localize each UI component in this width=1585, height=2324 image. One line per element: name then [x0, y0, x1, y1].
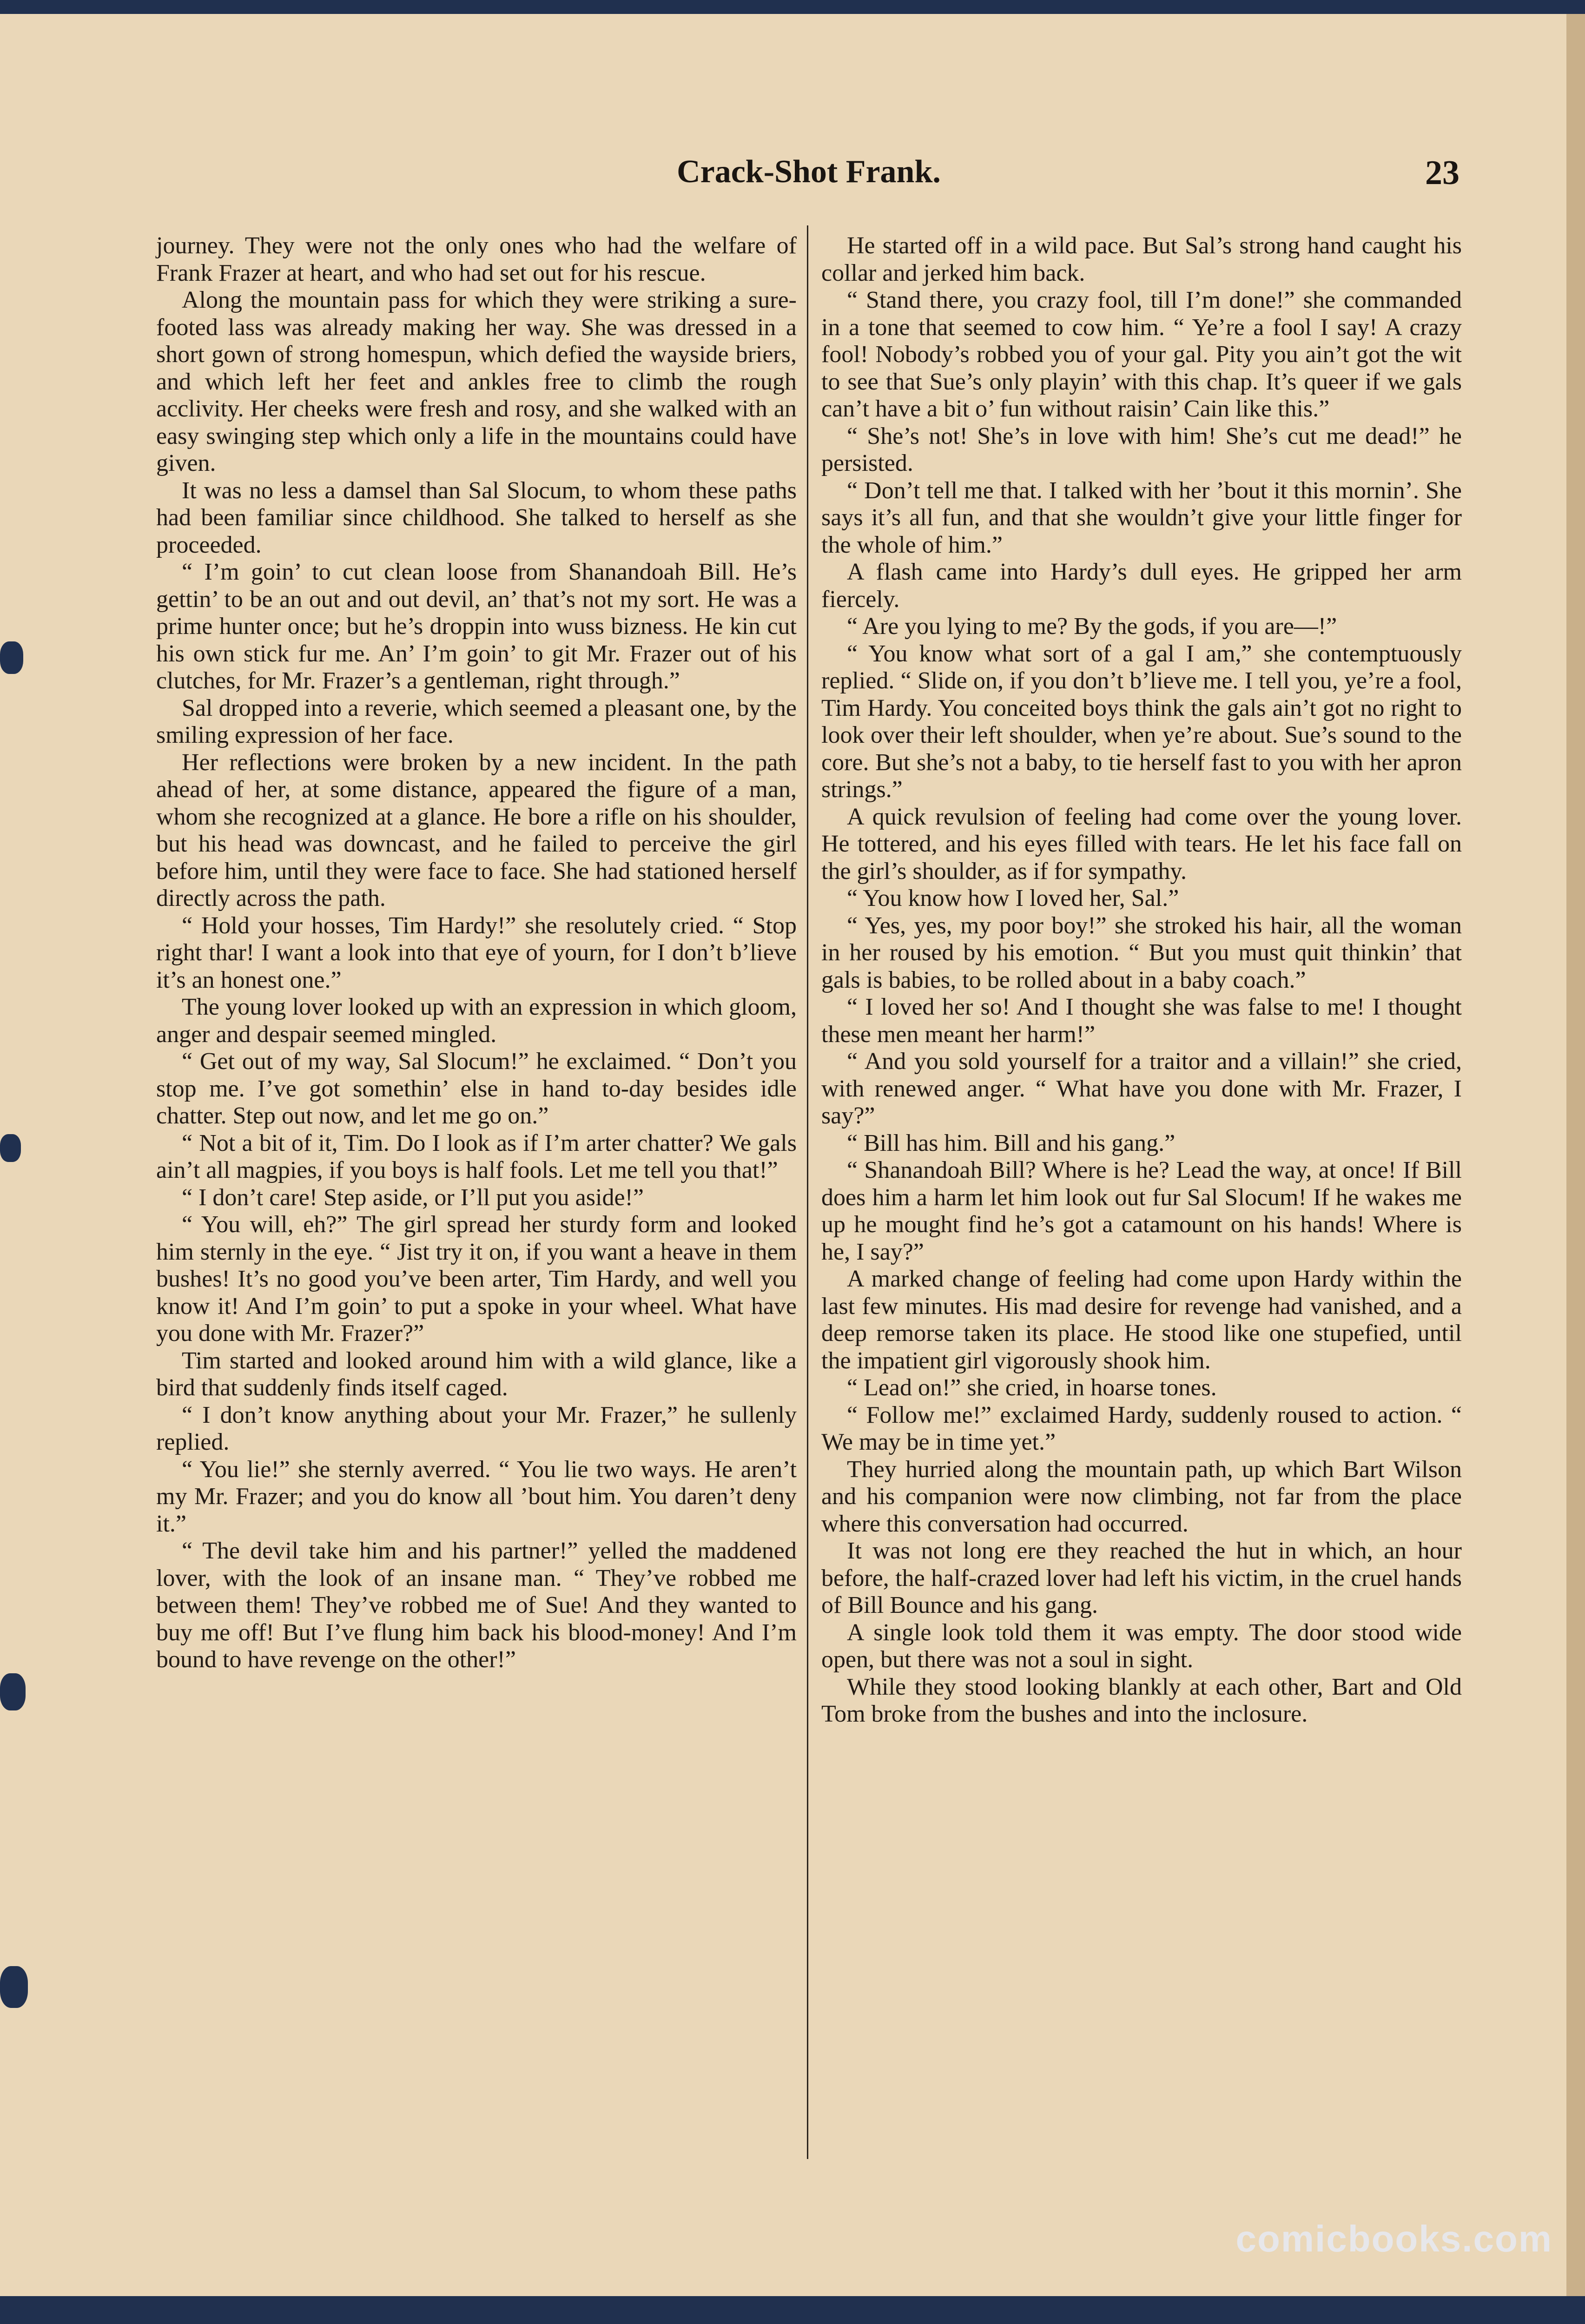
paragraph: Her reflections were broken by a new incident. In the path ahead of her, at some distance, appeared the figure of a man, whom she recognized at a glance. He bore a rifle on his shoulder, but his head was downcast, and he failed to perceive the girl before him, until they were face to face. She had stationed herself directly across the path.	[156, 749, 797, 911]
paragraph: “ I loved her so! And I thought she was false to me! I thought these men meant her harm!”	[821, 994, 1462, 1048]
paragraph: “ Yes, yes, my poor boy!” she stroked his hair, all the woman in her roused by his emotion. “ But you must quit thinkin’ that gals is babies, to be rolled about in a baby coach.”	[821, 912, 1462, 993]
paragraph: He started off in a wild pace. But Sal’s strong hand caught his collar and jerked him back.	[821, 232, 1462, 286]
paragraph: journey. They were not the only ones who had the welfare of Frank Frazer at heart, and who had set out for his rescue.	[156, 232, 797, 286]
binding-tear	[0, 641, 23, 674]
paragraph: While they stood looking blankly at each other, Bart and Old Tom broke from the bushes and into the inclosure.	[821, 1673, 1462, 1727]
paragraph: They hurried along the mountain path, up which Bart Wilson and his companion were now climbing, not far from the place where this conversation had occurred.	[821, 1456, 1462, 1537]
paragraph: “ Lead on!” she cried, in hoarse tones.	[847, 1374, 1217, 1401]
paragraph: “ You lie!” she sternly averred. “ You lie two ways. He aren’t my Mr. Frazer; and you do know all ’bout him. You daren’t deny it.”	[156, 1456, 797, 1537]
paragraph: Along the mountain pass for which they were striking a sure-footed lass was already making her way. She was dressed in a short gown of strong homespun, which defied the wayside briers, and which left her feet and ankles free to climb the rough acclivity. Her cheeks were fresh and rosy, and she walked with an easy swinging step which only a life in the mountains could have given.	[156, 287, 797, 476]
paragraph: “ Not a bit of it, Tim. Do I look as if I’m arter chatter? We gals ain’t all magpies, if you boys is half fools. Let me tell you that!”	[156, 1129, 797, 1183]
paragraph: It was not long ere they reached the hut in which, an hour before, the half-crazed lover had left his victim, in the cruel hands of Bill Bounce and his gang.	[821, 1538, 1462, 1618]
paragraph: “ The devil take him and his partner!” yelled the maddened lover, with the look of an insane man. “ They’ve robbed me between them! They’ve robbed me of Sue! And they wanted to buy me off! But I’ve flung him back his blood-money! And I’m bound to have revenge on the other!”	[156, 1538, 797, 1673]
binding-tear	[0, 1966, 28, 2008]
paragraph: “ I don’t care! Step aside, or I’ll put you aside!”	[182, 1184, 644, 1211]
left-column	[156, 232, 797, 1674]
paragraph: “ I don’t know anything about your Mr. Frazer,” he sullenly replied.	[156, 1401, 797, 1455]
paragraph: The young lover looked up with an expression in which gloom, anger and despair seemed mingled.	[156, 994, 797, 1048]
right-column	[821, 232, 1462, 1728]
paragraph: “ Get out of my way, Sal Slocum!” he exclaimed. “ Don’t you stop me. I’ve got somethin’ else in hand to-day besides idle chatter. Step out now, and let me go on.”	[156, 1048, 797, 1129]
paragraph: A single look told them it was empty. The door stood wide open, but there was not a soul in sight.	[821, 1619, 1462, 1673]
page-title: Crack-Shot Frank.	[677, 154, 941, 190]
paragraph: “ Shanandoah Bill? Where is he? Lead the way, at once! If Bill does him a harm let him look out fur Sal Slocum! If he wakes me up he mought find he’s got a catamount on his hands! Where is he, I say?”	[821, 1157, 1462, 1265]
paragraph: A marked change of feeling had come upon Hardy within the last few minutes. His mad desire for revenge had vanished, and a deep remorse taken its place. He stood like one stupefied, until the impatient girl vigorously shook him.	[821, 1266, 1462, 1374]
newspaper-page	[0, 14, 1585, 2296]
paragraph: A flash came into Hardy’s dull eyes. He gripped her arm fiercely.	[821, 559, 1462, 613]
page-header	[158, 153, 1460, 205]
site-watermark: comicbooks.com	[1235, 2218, 1552, 2259]
paragraph: Tim started and looked around him with a wild glance, like a bird that suddenly finds itself caged.	[156, 1347, 797, 1401]
paragraph: “ She’s not! She’s in love with him! She’s cut me dead!” he persisted.	[821, 423, 1462, 476]
binding-tear	[0, 1134, 21, 1162]
column-divider	[807, 225, 808, 2159]
paragraph: “ You know what sort of a gal I am,” she contemptuously replied. “ Slide on, if you don’t b’lieve me. I tell you, ye’re a fool, Tim Hardy. You conceited boys think the gals ain’t got no right to look over their left shoulder, when ye’re about. Sue’s sound to the core. But she’s not a baby, to tie herself fast to you with her apron strings.”	[821, 640, 1462, 803]
paragraph: “ Stand there, you crazy fool, till I’m done!” she commanded in a tone that seemed to cow him. “ Ye’re a fool I say! A crazy fool! Nobody’s robbed you of your gal. Pity you ain’t got the wit to see that Sue’s only playin’ with this chap. It’s queer if we gals can’t have a bit o’ fun without raisin’ Cain like this.”	[821, 287, 1462, 422]
paragraph: “ I’m goin’ to cut clean loose from Shanandoah Bill. He’s gettin’ to be an out and out devil, an’ that’s not my sort. He was a prime hunter once; but he’s droppin into wuss bizness. He kin cut his own stick fur me. An’ I’m goin’ to git Mr. Frazer out of his clutches, for Mr. Frazer’s a gentleman, right through.”	[156, 559, 797, 694]
paragraph: “ Are you lying to me? By the gods, if you are—!”	[847, 613, 1337, 640]
binding-tear	[0, 1673, 26, 1710]
paragraph: It was no less a damsel than Sal Slocum, to whom these paths had been familiar since childhood. She talked to herself as she proceeded.	[156, 477, 797, 558]
paragraph: Sal dropped into a reverie, which seemed a pleasant one, by the smiling expression of her face.	[156, 694, 797, 748]
paragraph: “ Bill has him. Bill and his gang.”	[847, 1129, 1176, 1156]
paragraph: “ And you sold yourself for a traitor and a villain!” she cried, with renewed anger. “ What have you done with Mr. Frazer, I say?”	[821, 1048, 1462, 1129]
paragraph: “ Follow me!” exclaimed Hardy, suddenly roused to action. “ We may be in time yet.”	[821, 1401, 1462, 1455]
paragraph: “ Hold your hosses, Tim Hardy!” she resolutely cried. “ Stop right thar! I want a look into that eye of yourn, for I don’t b’lieve it’s an honest one.”	[156, 912, 797, 993]
page-number: 23	[1425, 154, 1460, 192]
paragraph: A quick revulsion of feeling had come over the young lover. He tottered, and his eyes filled with tears. He let his face fall on the girl’s shoulder, as if for sympathy.	[821, 803, 1462, 885]
paragraph: “ You will, eh?” The girl spread her sturdy form and looked him sternly in the eye. “ Jist try it on, if you want a heave in them bushes! It’s no good you’ve been arter, Tim Hardy, and well you know it! And I’m goin’ to put a spoke in your wheel. What have you done with Mr. Frazer?”	[156, 1211, 797, 1347]
paragraph: “ You know how I loved her, Sal.”	[847, 885, 1179, 911]
paragraph: “ Don’t tell me that. I talked with her ’bout it this mornin’. She says it’s all fun, and that she wouldn’t give your little finger for the whole of him.”	[821, 477, 1462, 558]
